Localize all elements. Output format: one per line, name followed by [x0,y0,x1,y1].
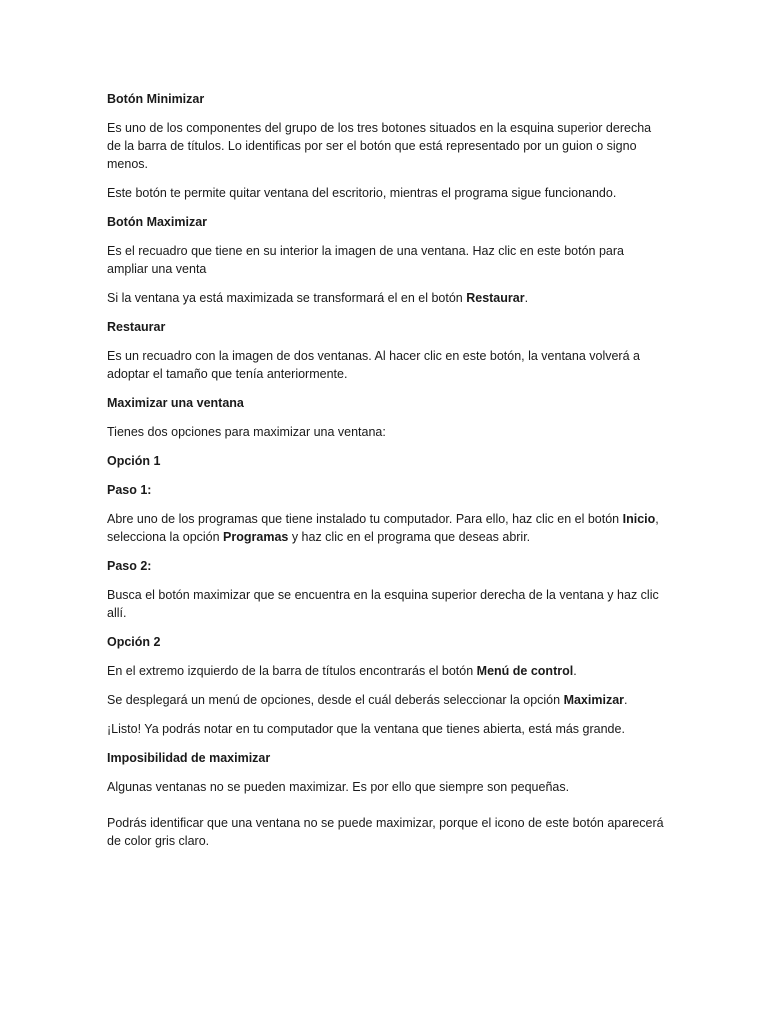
text-segment: Se desplegará un menú de opciones, desde el cuál deberás seleccionar la opción [107,693,564,707]
heading-boton-minimizar: Botón Minimizar [107,92,205,106]
text-segment: y haz clic en el programa que deseas abrir. [288,530,531,544]
heading-maximizar-ventana: Maximizar una ventana [107,396,244,410]
heading-paso-1: Paso 1: [107,483,152,497]
text-segment: . [524,291,529,305]
paragraph-restaurar-description: Es un recuadro con la imagen de dos ventanas. Al hacer clic en este botón, la ventana volverá a adoptar el tamaño que tenía anteriormente. [107,349,640,381]
heading-boton-maximizar: Botón Maximizar [107,215,208,229]
paragraph-paso-2: Busca el botón maximizar que se encuentra en la esquina superior derecha de la ventana y haz clic allí. [107,588,659,620]
text-segment: , selecciona la opción [107,512,659,544]
paragraph-maximizar-restaurar [107,289,667,307]
bold-maximizar: Maximizar [563,693,625,707]
paragraph-no-maximizar: Algunas ventanas no se pueden maximizar. Es por ello que siempre son pequeñas. [107,780,570,794]
paragraph-dos-opciones: Tienes dos opciones para maximizar una ventana: [107,425,386,439]
bold-programas: Programas [223,530,289,544]
paragraph-icono-gris: Podrás identificar que una ventana no se puede maximizar, porque el icono de este botón aparecerá de color gris claro. [107,816,664,848]
text-segment: . [573,664,577,678]
heading-imposibilidad: Imposibilidad de maximizar [107,751,271,765]
paragraph-listo: ¡Listo! Ya podrás notar en tu computador que la ventana que tienes abierta, está más grande. [107,722,625,736]
text-segment: Abre uno de los programas que tiene instalado tu computador. Para ello, haz clic en el botón [107,512,623,526]
text-segment: . [624,693,628,707]
heading-restaurar: Restaurar [107,320,166,334]
paragraph-menu-control [107,662,667,680]
text-segment: Si la ventana ya está maximizada se transformará el en el botón [107,291,467,305]
paragraph-minimizar-function: Este botón te permite quitar ventana del escritorio, mientras el programa sigue funcionando. [107,186,617,200]
heading-opcion-2: Opción 2 [107,635,161,649]
paragraph-minimizar-description: Es uno de los componentes del grupo de los tres botones situados en la esquina superior derecha de la barra de títulos. Lo identificas por ser el botón que está representado por un guion o signo menos. [107,121,652,171]
paragraph-desplegara-menu [107,691,667,709]
paragraph-paso-1 [107,510,667,546]
bold-menu-de-control: Menú de control [476,664,574,678]
text-segment: En el extremo izquierdo de la barra de títulos encontrarás el botón [107,664,477,678]
bold-inicio: Inicio [622,512,656,526]
document-page [107,90,667,861]
heading-opcion-1: Opción 1 [107,454,161,468]
paragraph-maximizar-description: Es el recuadro que tiene en su interior la imagen de una ventana. Haz clic en este botón para ampliar una venta [107,244,624,276]
heading-paso-2: Paso 2: [107,559,152,573]
bold-restaurar: Restaurar [466,291,525,305]
